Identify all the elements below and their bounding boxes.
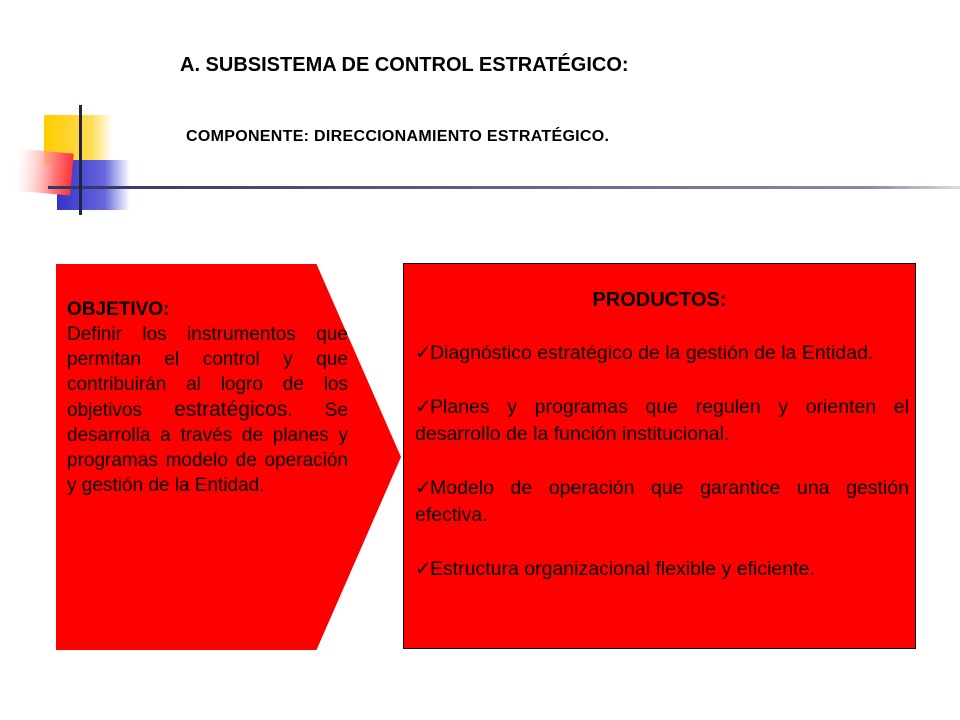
checkmark-icon: ✓ <box>415 342 432 364</box>
productos-heading: PRODUCTOS: <box>592 289 727 311</box>
product-text: Modelo de operación que garantice una gestión efectiva. <box>415 477 909 526</box>
checkmark-icon: ✓ <box>415 396 432 418</box>
objetivo-heading: OBJETIVO: <box>67 299 170 320</box>
productos-list <box>415 340 909 610</box>
objetivo-text-emphasis: estratégicos <box>174 398 288 421</box>
slide-subtitle: COMPONENTE: DIRECCIONAMIENTO ESTRATÉGICO. <box>186 128 610 145</box>
deco-horizontal-line <box>48 186 960 189</box>
product-text: Estructura organizacional flexible y eficiente. <box>430 558 815 580</box>
list-item <box>415 556 909 583</box>
product-text: Diagnóstico estratégico de la gestión de la Entidad. <box>430 342 874 364</box>
slide-title: A. SUBSISTEMA DE CONTROL ESTRATÉGICO: <box>180 54 629 76</box>
objetivo-text-2: . Se desarrolla a través de planes y programas modelo de operación y gestión de la Entidad. <box>67 400 348 496</box>
deco-vertical-line <box>79 105 82 215</box>
product-text: Planes y programas que regulen y orienten el desarrollo de la función institucional. <box>415 396 909 445</box>
checkmark-icon: ✓ <box>415 558 432 580</box>
objetivo-text-1: Definir los instrumentos que permitan el control y que contribuirán al logro de los objetivos <box>67 324 348 421</box>
productos-box <box>403 263 916 649</box>
decorative-squares-logo <box>0 95 960 220</box>
list-item <box>415 475 909 529</box>
objetivo-block <box>67 297 348 498</box>
list-item <box>415 340 909 367</box>
checkmark-icon: ✓ <box>415 477 432 499</box>
list-item <box>415 394 909 448</box>
